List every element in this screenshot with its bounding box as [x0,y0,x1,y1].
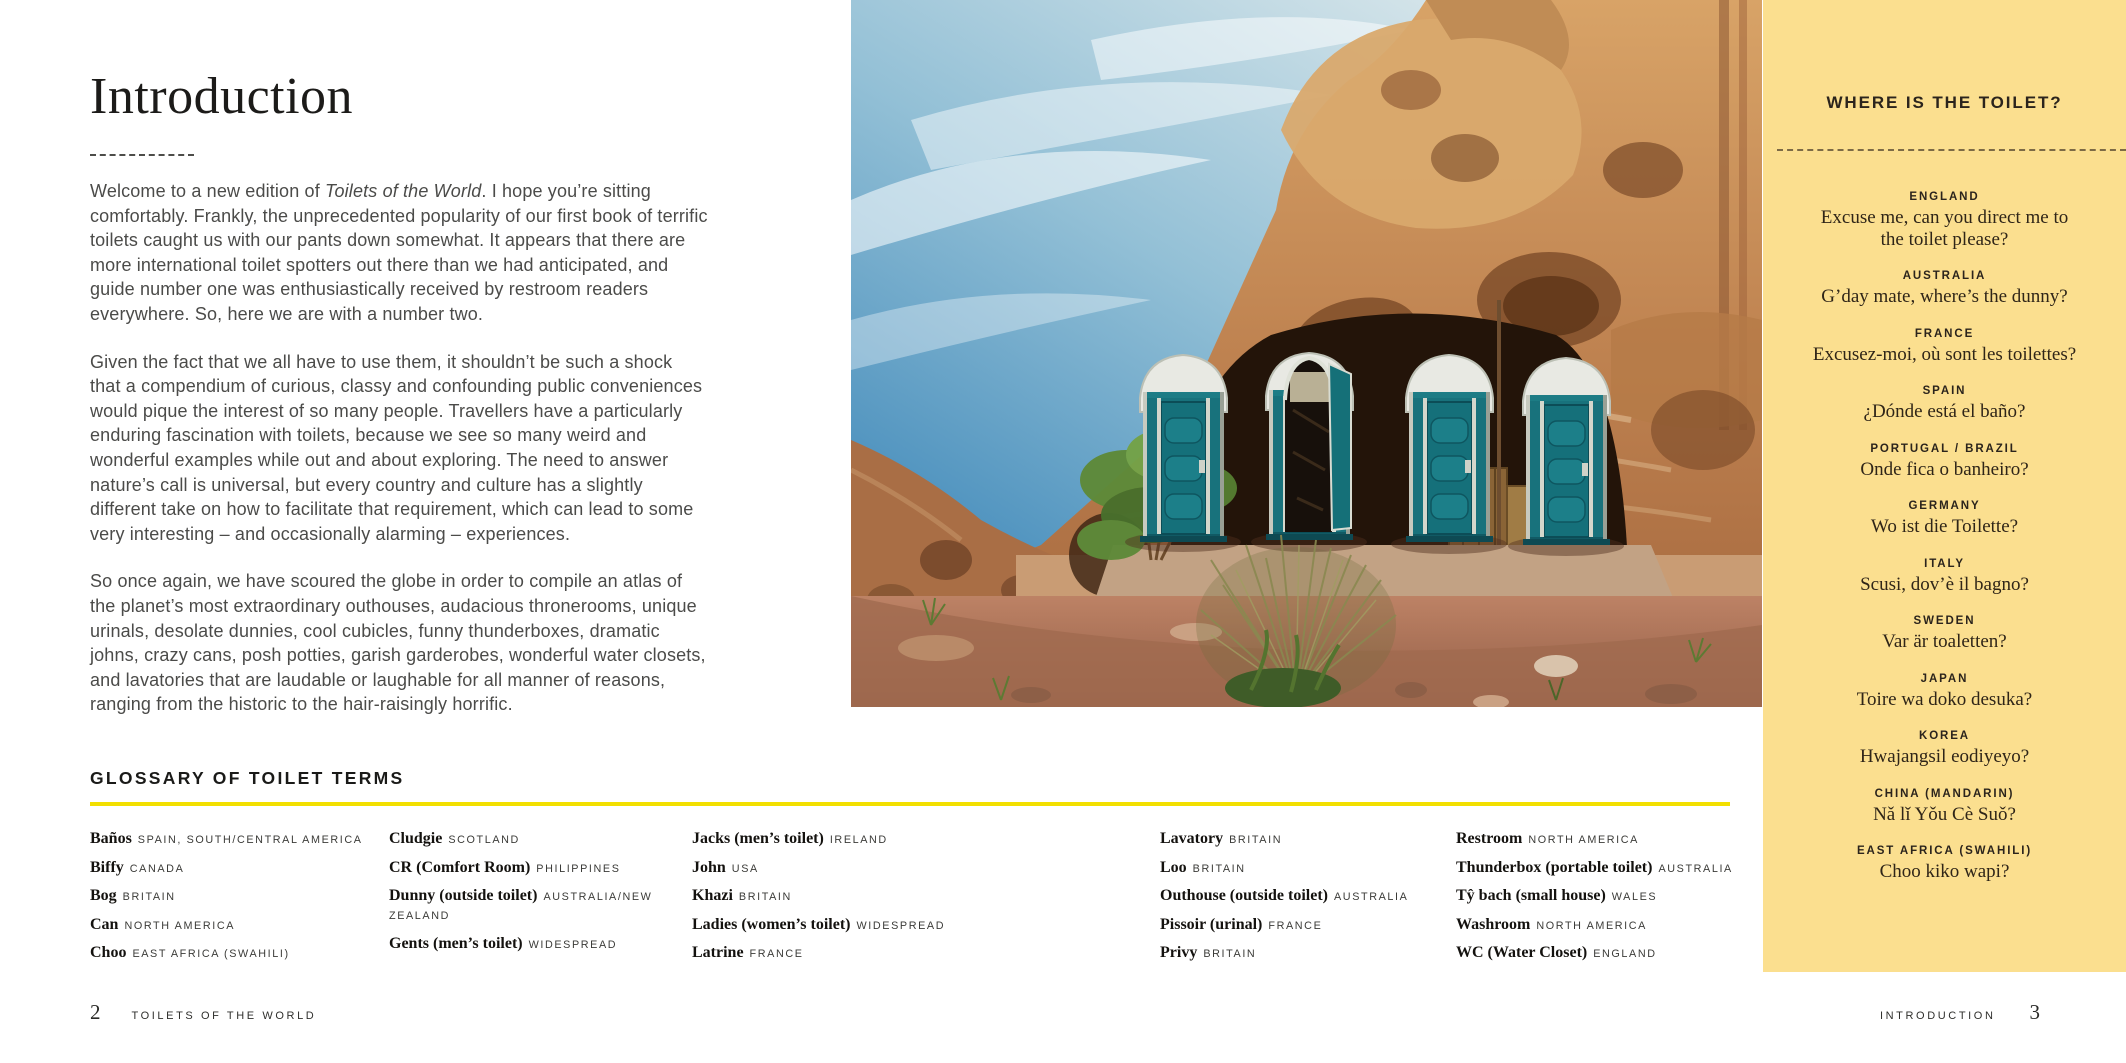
glossary-term: Can [90,915,119,933]
intro-paragraph-text: Welcome to a new edition of [90,181,325,201]
glossary-location: BRITAIN [1229,834,1283,846]
glossary-location: NORTH AMERICA [1528,834,1639,846]
glossary-term: Privy [1160,944,1198,961]
footer-page-number: 3 [2029,1000,2040,1024]
glossary-term: Washroom [1456,915,1531,933]
footer-section-label: INTRODUCTION [1879,1010,1996,1022]
glossary-entry [90,887,382,906]
glossary-term: Baños [90,830,132,847]
country-label: SPAIN [1922,385,1967,397]
glossary-entry [1456,830,1752,849]
phrase-text: Wo ist die Toilette? [1870,516,2019,537]
glossary-entry [1456,859,1752,878]
glossary-term: Ladies (women’s toilet) [692,915,851,933]
glossary-location: FRANCE [1268,919,1323,932]
glossary-term: Choo [90,944,127,961]
glossary-term: Restroom [1456,830,1523,847]
glossary-location: WALES [1611,891,1658,903]
language-panel-dash-rule [1777,149,2126,151]
glossary-location: WIDESPREAD [856,919,946,932]
glossary-location: SPAIN, SOUTH/CENTRAL AMERICA [137,834,363,846]
glossary-location: WIDESPREAD [528,938,618,951]
glossary-heading: GLOSSARY OF TOILET TERMS [90,768,405,788]
left-footer [90,1000,316,1025]
glossary-entry [1456,916,1752,935]
glossary-entry [692,944,1154,963]
glossary-term: WC (Water Closet) [1456,944,1588,961]
glossary-entry [389,859,687,878]
glossary-term: Thunderbox (portable toilet) [1456,858,1653,876]
language-entry [1763,558,2126,596]
glossary-location: AUSTRALIA [1658,862,1733,875]
glossary-column [1160,830,1450,973]
glossary-term: Cludgie [389,830,443,847]
introduction-section [90,68,708,717]
glossary-term: Outhouse (outside toilet) [1160,887,1328,904]
petra-portable-toilets-photo [851,0,1762,707]
language-entry [1763,443,2126,481]
glossary-term: CR (Comfort Room) [389,858,531,876]
phrase-text: Excusez-moi, où sont les toilettes? [1812,343,2077,365]
glossary-term: Tŷ bach (small house) [1456,887,1606,904]
footer-book-title: TOILETS OF THE WORLD [131,1010,317,1022]
glossary-entry [692,887,1154,906]
glossary-location: CANADA [129,862,185,875]
glossary-columns [90,830,1752,990]
language-entry [1763,730,2126,768]
footer-page-number: 2 [90,1000,101,1024]
phrase-text: Hwajangsil eodiyeyo? [1859,746,2030,767]
glossary-column [90,830,382,973]
language-entry [1763,328,2126,366]
glossary-location: PHILIPPINES [536,862,621,875]
intro-paragraph: Given the fact that we all have to use them, it shouldn’t be such a shock that a compendium of curious, classy and confounding public conveniences would pique the interest of so many people. Travellers have a particularly enduring fascination with toilets, because we see so many weird and wonderful examples while out and about exploring. The need to answer nature’s call is universal, but every country and culture has a slightly different take on how to facilitate that requirement, which can lead to some very interesting – and occasionally alarming – experiences. [90,351,703,544]
phrase-text: Toire wa doko desuka? [1856,688,2033,710]
glossary-entry [1160,887,1450,906]
glossary-term: Pissoir (urinal) [1160,915,1263,933]
glossary-location: BRITAIN [1203,948,1257,960]
glossary-location: IRELAND [829,834,888,846]
language-panel [1763,0,2126,972]
country-label: PORTUGAL / BRAZIL [1870,442,2019,455]
country-label: ITALY [1924,557,1965,570]
glossary-term: Lavatory [1160,830,1224,847]
country-label: ENGLAND [1909,191,1980,203]
glossary-entry [692,916,1154,935]
language-entry [1763,270,2126,308]
glossary-entry [389,935,687,954]
country-label: CHINA (MANDARIN) [1874,787,2015,800]
glossary-location: EAST AFRICA (SWAHILI) [132,948,290,960]
glossary-term: Khazi [692,887,733,904]
glossary-entry [1160,944,1450,963]
glossary-location: BRITAIN [738,891,792,903]
glossary-location: FRANCE [749,948,804,960]
phrase-text: Nǎ lǐ Yǒu Cè Suǒ? [1873,803,2016,825]
right-footer [1880,1000,2040,1025]
glossary-term: Dunny (outside toilet) [389,887,538,904]
language-entry [1763,845,2126,883]
glossary-column [1456,830,1752,973]
phrase-text: Choo kiko wapi? [1879,861,2010,882]
glossary-term: Jacks (men’s toilet) [692,830,824,847]
language-entry [1763,191,2126,250]
glossary-location: BRITAIN [122,891,176,903]
intro-paragraph-text: . I hope you’re sitting comfortably. Frankly, the unprecedented popularity of our first book of terrific toilets caught us with our pants down somewhat. It appears that there are more international toilet spotters out there than we had anticipated, and guide number one was enthusiastically received by restroom readers everywhere. So, here we are with a number two. [90,181,708,324]
glossary-term: Loo [1160,858,1187,876]
language-entry [1763,673,2126,711]
glossary-entry [90,859,382,878]
glossary-section [90,768,1752,990]
intro-paragraph [90,179,708,327]
title-dash-rule [90,154,194,156]
country-label: FRANCE [1914,327,1975,340]
glossary-location: AUSTRALIA/NEW ZEALAND [389,891,653,922]
glossary-location: SCOTLAND [448,834,520,846]
glossary-location: USA [731,862,759,875]
glossary-entry [90,916,382,935]
language-entry [1763,615,2126,653]
glossary-entry [1160,916,1450,935]
glossary-location: ENGLAND [1593,948,1657,960]
glossary-accent-rule [90,802,1730,806]
page-title: Introduction [90,68,354,125]
phrase-text: Var är toaletten? [1882,631,2007,652]
language-entry [1763,788,2126,826]
glossary-entry [389,887,687,925]
country-label: EAST AFRICA (SWAHILI) [1856,845,2033,857]
glossary-location: AUSTRALIA [1334,891,1409,903]
glossary-term: John [692,858,726,876]
glossary-entry [90,944,382,963]
glossary-entry [692,830,1154,849]
phrase-text: Scusi, dov’è il bagno? [1860,573,2029,595]
glossary-location: BRITAIN [1192,862,1246,875]
country-label: SWEDEN [1913,615,1976,627]
language-entry [1763,500,2126,538]
glossary-entry [1456,944,1752,963]
glossary-term: Biffy [90,858,124,876]
intro-paragraph: So once again, we have scoured the globe in order to compile an atlas of the planet’s most extraordinary outhouses, audacious thronerooms, unique urinals, desolate dunnies, cool cubicles, funny thunderboxes, dramatic johns, crazy cans, posh potties, garish garderobes, wonderful water closets, and lavatories that are laudable or laughable for all manner of reasons, ranging from the historic to the hair-raisingly horrific. [90,571,706,715]
glossary-location: NORTH AMERICA [124,919,236,932]
glossary-column [692,830,1154,973]
country-label: KOREA [1918,730,1971,742]
book-title-italic: Toilets of the World [325,181,482,201]
country-label: GERMANY [1908,500,1981,512]
glossary-column [389,830,687,963]
phrase-text: G’day mate, where’s the dunny? [1821,286,2068,307]
language-panel-heading: WHERE IS THE TOILET? [1826,93,2063,112]
phrase-text: ¿Dónde está el baño? [1863,401,2026,422]
country-label: AUSTRALIA [1902,270,1987,282]
glossary-entry [692,859,1154,878]
language-list [1763,191,2126,883]
glossary-entry [1456,887,1752,906]
phrase-text: Excuse me, can you direct me to the toilet please? [1820,207,2069,250]
glossary-entry [1160,830,1450,849]
glossary-entry [389,830,687,849]
country-label: JAPAN [1920,672,1969,685]
language-entry [1763,385,2126,423]
glossary-entry [90,830,382,849]
glossary-entry [1160,859,1450,878]
glossary-term: Latrine [692,944,744,961]
phrase-text: Onde fica o banheiro? [1860,458,2029,480]
glossary-term: Bog [90,887,117,904]
glossary-location: NORTH AMERICA [1536,919,1647,932]
glossary-term: Gents (men’s toilet) [389,934,523,952]
